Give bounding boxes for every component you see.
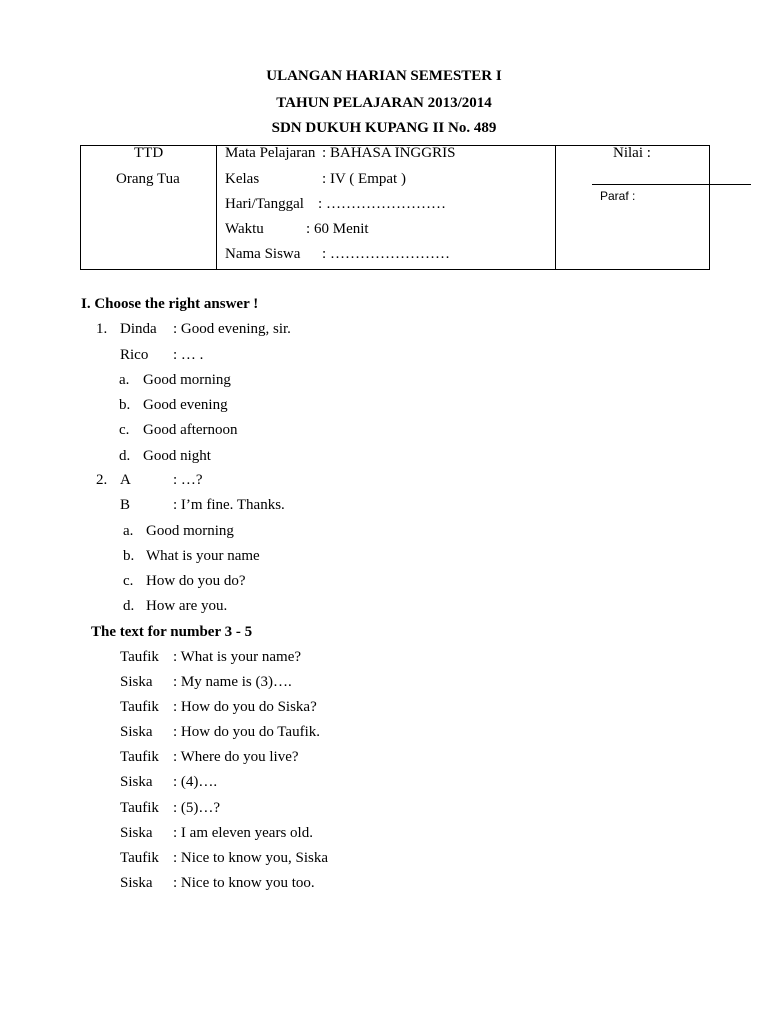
- info-sep: :: [318, 196, 323, 212]
- school-name: SDN DUKUH KUPANG II No. 489: [271, 120, 497, 136]
- option-letter: a.: [123, 523, 134, 539]
- dialogue-speaker: Dinda: [120, 321, 157, 337]
- academic-year: TAHUN PELAJARAN 2013/2014: [276, 95, 492, 111]
- option-letter: d.: [123, 598, 135, 614]
- dialogue-speaker: Siska: [120, 724, 153, 740]
- option-letter: a.: [119, 372, 130, 388]
- text-heading: The text for number 3 - 5: [91, 624, 253, 640]
- option-letter: b.: [119, 397, 131, 413]
- info-label-subject: Mata Pelajaran: [225, 145, 316, 161]
- question-number: 1.: [96, 321, 108, 337]
- nilai-label: Nilai :: [613, 145, 651, 161]
- dialogue-speaker: Taufik: [120, 800, 159, 816]
- dialogue-text: : Nice to know you, Siska: [173, 850, 328, 866]
- dialogue-speaker: Siska: [120, 825, 153, 841]
- paraf-label: Paraf :: [600, 189, 636, 203]
- dialogue-text: : What is your name?: [173, 649, 302, 665]
- info-value-class: IV ( Empat ): [330, 171, 406, 187]
- option-text: Good evening: [143, 397, 228, 413]
- option-letter: d.: [119, 448, 131, 464]
- dialogue-text: : Good evening, sir.: [173, 321, 291, 337]
- info-value-name: ……………………: [330, 246, 450, 262]
- info-label-name: Nama Siswa: [225, 246, 301, 262]
- ttd-label: TTD: [134, 145, 164, 161]
- table-divider: [216, 146, 217, 269]
- info-label-date: Hari/Tanggal: [225, 196, 304, 212]
- exam-title: ULANGAN HARIAN SEMESTER I: [266, 68, 502, 84]
- dialogue-speaker: Siska: [120, 674, 153, 690]
- dialogue-text: : How do you do Siska?: [173, 699, 317, 715]
- nilai-line: [592, 184, 751, 185]
- section-title: I. Choose the right answer !: [81, 296, 259, 312]
- dialogue-text: : … .: [173, 347, 204, 363]
- info-label-class: Kelas: [225, 171, 260, 187]
- dialogue-text: : I am eleven years old.: [173, 825, 313, 841]
- option-text: What is your name: [146, 548, 260, 564]
- option-text: Good morning: [146, 523, 234, 539]
- option-letter: c.: [119, 422, 130, 438]
- table-divider: [555, 146, 556, 269]
- dialogue-speaker: Rico: [120, 347, 149, 363]
- info-sep: :: [306, 221, 311, 237]
- dialogue-speaker: Taufik: [120, 749, 159, 765]
- info-sep: :: [322, 246, 327, 262]
- info-value-subject: BAHASA INGGRIS: [330, 145, 456, 161]
- orang-tua-label: Orang Tua: [116, 171, 180, 187]
- dialogue-text: : Nice to know you too.: [173, 875, 315, 891]
- dialogue-text: : (4)….: [173, 774, 218, 790]
- dialogue-text: : My name is (3)….: [173, 674, 292, 690]
- dialogue-text: : I’m fine. Thanks.: [173, 497, 285, 513]
- dialogue-text: : (5)…?: [173, 800, 221, 816]
- dialogue-speaker: Taufik: [120, 649, 159, 665]
- dialogue-speaker: B: [120, 497, 131, 513]
- dialogue-speaker: Taufik: [120, 699, 159, 715]
- option-text: Good afternoon: [143, 422, 238, 438]
- dialogue-text: : How do you do Taufik.: [173, 724, 320, 740]
- option-text: How do you do?: [146, 573, 246, 589]
- dialogue-speaker: Taufik: [120, 850, 159, 866]
- option-letter: b.: [123, 548, 135, 564]
- option-text: Good night: [143, 448, 211, 464]
- dialogue-speaker: A: [120, 472, 131, 488]
- option-letter: c.: [123, 573, 134, 589]
- option-text: How are you.: [146, 598, 228, 614]
- info-value-time: 60 Menit: [314, 221, 369, 237]
- dialogue-text: : Where do you live?: [173, 749, 299, 765]
- info-sep: :: [322, 145, 327, 161]
- dialogue-text: : …?: [173, 472, 203, 488]
- info-value-date: ……………………: [326, 196, 446, 212]
- dialogue-speaker: Siska: [120, 774, 153, 790]
- info-sep: :: [322, 171, 327, 187]
- question-number: 2.: [96, 472, 108, 488]
- info-label-time: Waktu: [225, 221, 264, 237]
- option-text: Good morning: [143, 372, 231, 388]
- dialogue-speaker: Siska: [120, 875, 153, 891]
